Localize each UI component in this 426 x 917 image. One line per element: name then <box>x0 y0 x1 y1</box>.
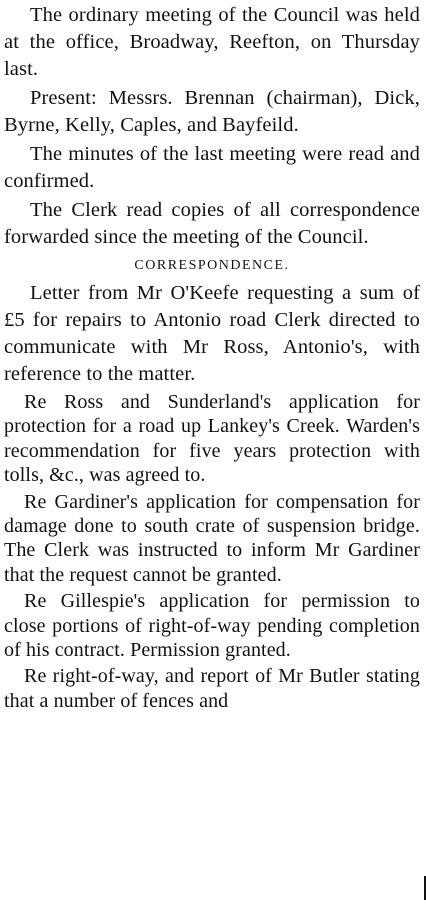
paragraph-gillespie: Re Gillespie's application for permission to close portions of right-of-way pending completion of his contract. Permission granted. <box>4 590 420 662</box>
paragraph-right-of-way: Re right-of-way, and report of Mr Butler stating that a number of fences and <box>4 665 420 712</box>
paragraph-okeefe-letter: Letter from Mr O'Keefe requesting a sum of £5 for repairs to Antonio road Clerk directed to communicate with Mr Ross, Antonio's, with reference to the matter. <box>4 282 420 385</box>
paragraph-ross-sunderland: Re Ross and Sunderland's application for protection for a road up Lankey's Creek. Warden's recommendation for five years protection with tolls, &c., was agreed to. <box>4 391 420 487</box>
paragraph-meeting: The ordinary meeting of the Council was held at the office, Broadway, Reefton, on Thursday last. <box>4 4 420 80</box>
section-heading: CORRESPONDENCE. <box>134 258 290 273</box>
paragraph-clerk-copies: The Clerk read copies of all correspondence forwarded since the meeting of the Council. <box>4 199 420 248</box>
paragraph-minutes: The minutes of the last meeting were read and confirmed. <box>4 143 420 192</box>
paragraph-gardiner: Re Gardiner's application for compensation for damage done to south crate of suspension bridge. The Clerk was instructed to inform Mr Gardiner that the request cannot be granted. <box>4 490 420 586</box>
paragraph-present: Present: Messrs. Brennan (chairman), Dick, Byrne, Kelly, Caples, and Bayfeild. <box>4 87 420 136</box>
article-column <box>4 0 420 713</box>
